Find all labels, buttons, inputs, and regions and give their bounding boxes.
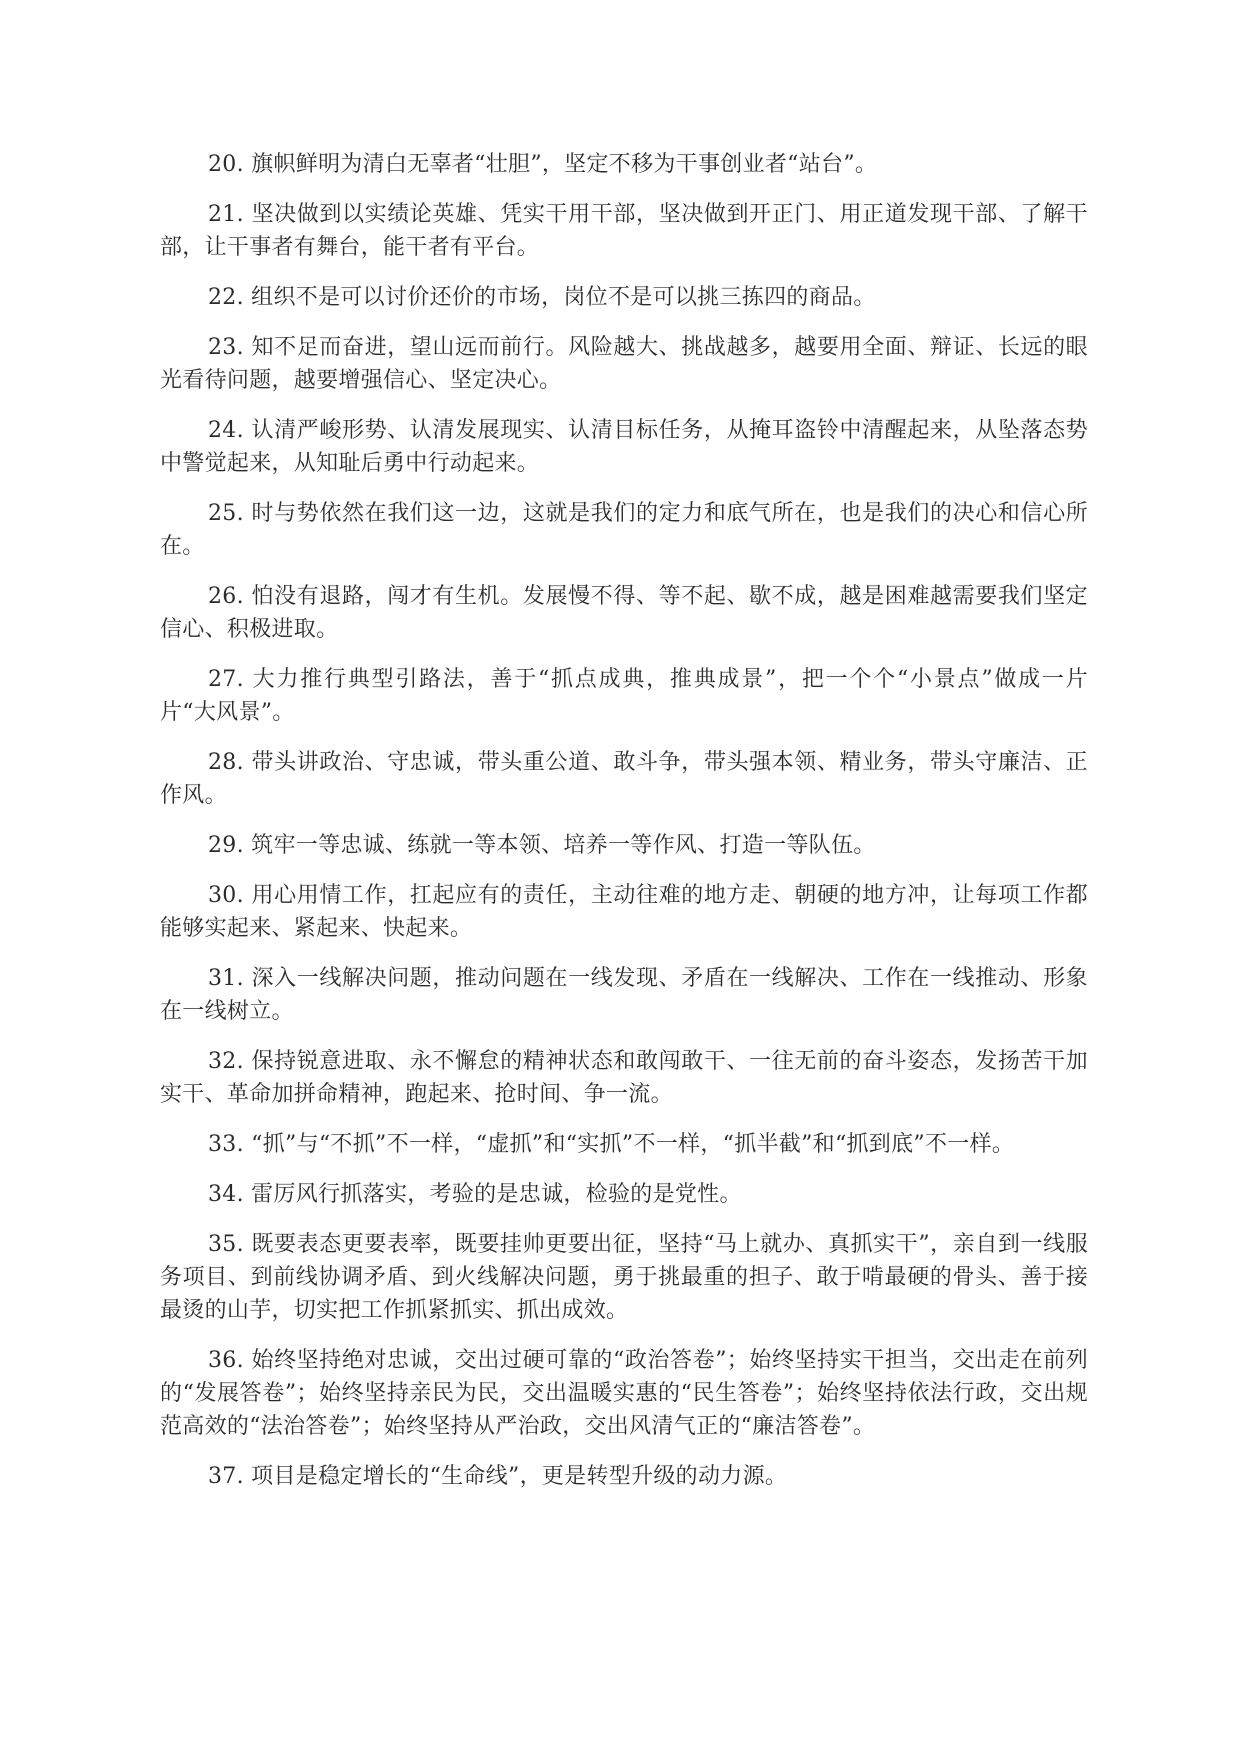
paragraph-20: 20. 旗帜鲜明为清白无辜者“壮胆”，坚定不移为干事创业者“站台”。 (208, 152, 878, 177)
paragraph-26: 26. 怕没有退路，闯才有生机。发展慢不得、等不起、歇不成，越是困难越需要我们坚定信心、积极进取。 (160, 584, 1088, 642)
paragraph-36: 36. 始终坚持绝对忠诚，交出过硬可靠的“政治答卷”；始终坚持实干担当，交出走在前列的“发展答卷”；始终坚持亲民为民，交出温暖实惠的“民生答卷”；始终坚持依法行政，交出规范高效的“法治答卷”；始终坚持从严治政，交出风清气正的“廉洁答卷”。 (160, 1348, 1088, 1439)
paragraph-29: 29. 筑牢一等忠诚、练就一等本领、培养一等作风、打造一等队伍。 (208, 833, 876, 858)
paragraph-35: 35. 既要表态更要表率，既要挂帅更要出征，坚持“马上就办、真抓实干”，亲自到一线服务项目、到前线协调矛盾、到火线解决问题，勇于挑最重的担子、敢于啃最硬的骨头、善于接最烫的山芋，切实把工作抓紧抓实、抓出成效。 (160, 1232, 1088, 1323)
paragraph-28: 28. 带头讲政治、守忠诚，带头重公道、敢斗争，带头强本领、精业务，带头守廉洁、正作风。 (160, 750, 1088, 808)
paragraph-37: 37. 项目是稳定增长的“生命线”，更是转型升级的动力源。 (208, 1464, 788, 1489)
paragraph-23: 23. 知不足而奋进，望山远而前行。风险越大、挑战越多，越要用全面、辩证、长远的眼光看待问题，越要增强信心、坚定决心。 (160, 335, 1088, 393)
paragraph-34: 34. 雷厉风行抓落实，考验的是忠诚，检验的是党性。 (208, 1182, 742, 1207)
paragraph-27: 27. 大力推行典型引路法，善于“抓点成典，推典成景”，把一个个“小景点”做成一片片“大风景”。 (160, 667, 1088, 725)
paragraph-31: 31. 深入一线解决问题，推动问题在一线发现、矛盾在一线解决、工作在一线推动、形象在一线树立。 (160, 966, 1088, 1024)
document-body (160, 148, 1088, 1510)
paragraph-22: 22. 组织不是可以讨价还价的市场，岗位不是可以挑三拣四的商品。 (208, 285, 876, 310)
paragraph-25: 25. 时与势依然在我们这一边，这就是我们的定力和底气所在，也是我们的决心和信心所在。 (160, 501, 1088, 559)
paragraph-32: 32. 保持锐意进取、永不懈怠的精神状态和敢闯敢干、一往无前的奋斗姿态，发扬苦干加实干、革命加拼命精神，跑起来、抢时间、争一流。 (160, 1049, 1088, 1107)
paragraph-24: 24. 认清严峻形势、认清发展现实、认清目标任务，从掩耳盗铃中清醒起来，从坠落态势中警觉起来，从知耻后勇中行动起来。 (160, 418, 1088, 476)
paragraph-21: 21. 坚决做到以实绩论英雄、凭实干用干部，坚决做到开正门、用正道发现干部、了解干部，让干事者有舞台，能干者有平台。 (160, 202, 1088, 260)
paragraph-33: 33. “抓”与“不抓”不一样，“虚抓”和“实抓”不一样，“抓半截”和“抓到底”不一样。 (208, 1132, 1015, 1157)
paragraph-30: 30. 用心用情工作，扛起应有的责任，主动往难的地方走、朝硬的地方冲，让每项工作都能够实起来、紧起来、快起来。 (160, 883, 1088, 941)
